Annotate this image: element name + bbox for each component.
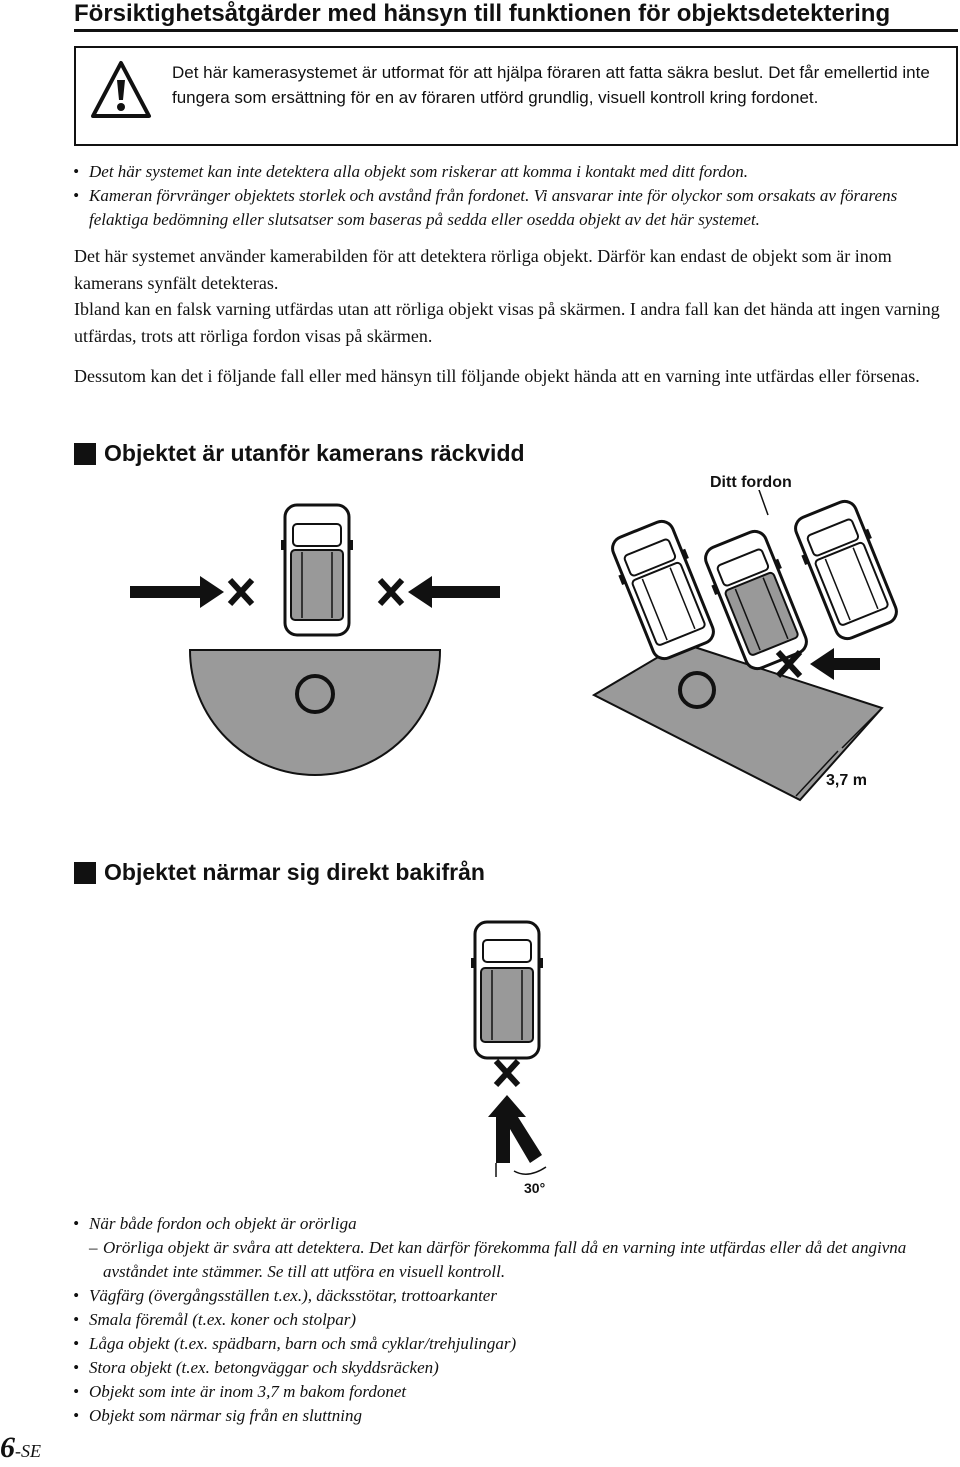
section-heading: Objektet närmar sig direkt bakifrån [104,859,485,885]
illustration-direct-behind [440,905,580,1195]
section-bullet-icon [74,443,96,465]
arrow-up-icon [488,1095,542,1163]
car-icon [281,505,353,635]
list-item: • Låga objekt (t.ex. spädbarn, barn och små cyklar/trehjulingar) [73,1334,517,1353]
warning-text: Det här kamerasystemet är utformat för att hjälpa föraren att fatta säkra beslut. Det får emellertid inte fungera som ersättning för en av föraren utförd grundlig, visuell kontroll kring fordonet. [172,63,930,107]
list-item: • Objekt som inte är inom 3,7 m bakom fordonet [73,1382,407,1401]
note-item: • Det här systemet kan inte detektera alla objekt som riskerar att komma i kontakt med ditt fordon. [73,162,748,181]
note-text: Det här systemet kan inte detektera alla objekt som riskerar att komma i kontakt med ditt fordon. [89,162,748,181]
warning-triangle-icon [90,60,152,120]
arrow-right-icon [130,576,224,608]
list-item: • Objekt som närmar sig från en sluttning [73,1406,362,1425]
page-title: Försiktighetsåtgärder med hänsyn till funktionen för objektsdetektering [74,0,891,27]
list-item: • Stora objekt (t.ex. betongväggar och skyddsräcken) [73,1358,439,1377]
condition-list [73,1212,949,1428]
list-item: • Smala föremål (t.ex. koner och stolpar) [73,1310,357,1329]
note-text: Kameran förvränger objektets storlek och avstånd från fordonet. Vi ansvarar inte för olyckor som orsakats av förarens felaktiga bedömning eller slutsatser som baseras på sedda eller osedda objekt av det här systemet. [89,186,898,229]
distance-label: 3,7 m [826,772,867,789]
cross-icon [496,1061,518,1085]
title-divider [74,29,958,32]
car-icon [605,516,720,664]
section-bullet-icon [74,862,96,884]
section-heading: Objektet är utanför kamerans räckvidd [104,440,525,466]
vehicle-label: Ditt fordon [710,474,792,491]
illustration-out-of-range [0,490,960,820]
car-icon [471,922,543,1058]
car-icon [788,496,903,644]
cross-icon [230,580,252,604]
paragraph: Ibland kan en falsk varning utfärdas utan att rörliga objekt visas på skärmen. I andra fall kan det hända att ingen varning utfärdas, trots att rörliga fordon visas på skärmen. [74,299,940,346]
paragraph: Dessutom kan det i följande fall eller med hänsyn till följande objekt hända att en varning inte utfärdas eller försenas. [74,366,920,386]
list-item: – Orörliga objekt är svåra att detektera. Det kan därför förekomma fall då en varning inte utfärdas eller då det angivna avståndet inte stämmer. Se till att utföra en visuell kontroll. [89,1238,907,1281]
arrow-left-icon [408,576,500,608]
paragraph: Det här systemet använder kamerabilden för att detektera rörliga objekt. Därför kan endast de objekt som är inom kamerans synfält detekteras. [74,246,892,293]
angle-label: 30° [524,1180,546,1196]
note-item: • Kameran förvränger objektets storlek och avstånd från fordonet. Vi ansvarar inte för olyckor som orsakats av förarens felaktiga bedömning eller slutsatser som baseras på sedda eller osedda objekt av det här systemet. [73,186,898,229]
page-number: 6-SE [0,1431,41,1464]
list-item: • När både fordon och objekt är orörliga [73,1214,357,1233]
list-item: • Vägfärg (övergångsställen t.ex.), däcksstötar, trottoarkanter [73,1286,497,1305]
arrow-left-icon [810,648,880,680]
cross-icon [380,580,402,604]
